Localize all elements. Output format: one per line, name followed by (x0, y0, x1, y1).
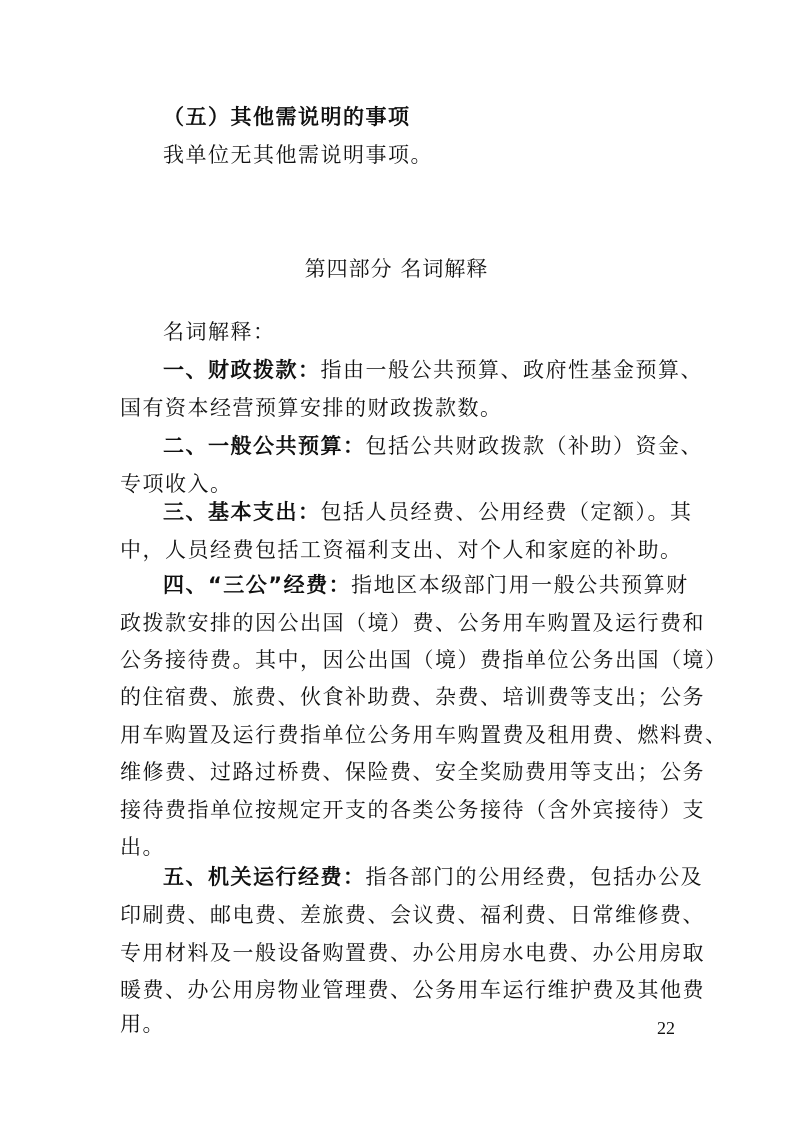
term-3-text: 包括人员经费、公用经费（定额）。其 (320, 500, 693, 524)
term-5-text: 指各部门的公用经费，包括办公及 (365, 865, 703, 889)
term-1-text: 指由一般公共预算、政府性基金预算、 (320, 358, 703, 382)
term-5-line (163, 863, 703, 891)
term-2-text: 包括公共财政拨款（补助）资金、 (365, 434, 703, 458)
term-3-cont: 中，人员经费包括工资福利支出、对个人和家庭的补助。 (120, 538, 683, 562)
glossary-intro: 名词解释： (163, 320, 276, 344)
term-4-text: 指地区本级部门用一般公共预算财 (351, 573, 689, 597)
term-4-label: 四、“三公”经费： (163, 573, 352, 597)
term-3-line (163, 498, 693, 526)
term-2-cont: 专项收入。 (120, 472, 233, 496)
term-1-cont: 国有资本经营预算安排的财政拨款数。 (120, 396, 503, 420)
term-2-label: 二、一般公共预算： (163, 434, 366, 458)
term-4-cont-6: 接待费指单位按规定开支的各类公务接待（含外宾接待）支 (120, 798, 705, 822)
term-5-cont-4: 用。 (120, 1012, 165, 1036)
term-4-cont-2: 公务接待费。其中，因公出国（境）费指单位公务出国（境） (120, 648, 728, 672)
term-4-cont-3: 的住宿费、旅费、伙食补助费、杂费、培训费等支出；公务 (120, 685, 705, 709)
section5-body: 我单位无其他需说明事项。 (163, 143, 433, 167)
term-4-cont-5: 维修费、过路过桥费、保险费、安全奖励费用等支出；公务 (120, 760, 705, 784)
term-4-cont-4: 用车购置及运行费指单位公务用车购置费及租用费、燃料费、 (120, 723, 728, 747)
page-number: 22 (657, 1018, 675, 1038)
term-4-line (163, 571, 689, 599)
part-title: 第四部分 名词解释 (304, 257, 489, 281)
term-4-cont-1: 政拨款安排的因公出国（境）费、公务用车购置及运行费和 (120, 611, 705, 635)
term-3-label: 三、基本支出： (163, 500, 321, 524)
term-5-label: 五、机关运行经费： (163, 865, 366, 889)
term-1-line (163, 356, 703, 384)
term-1-label: 一、财政拨款： (163, 358, 321, 382)
term-2-line (163, 432, 703, 460)
term-5-cont-1: 印刷费、邮电费、差旅费、会议费、福利费、日常维修费、 (120, 903, 705, 927)
term-5-cont-2: 专用材料及一般设备购置费、办公用房水电费、办公用房取 (120, 941, 705, 965)
term-4-cont-7: 出。 (120, 835, 165, 859)
term-5-cont-3: 暖费、办公用房物业管理费、公务用车运行维护费及其他费 (120, 978, 705, 1002)
section5-heading: （五）其他需说明的事项 (163, 105, 411, 129)
